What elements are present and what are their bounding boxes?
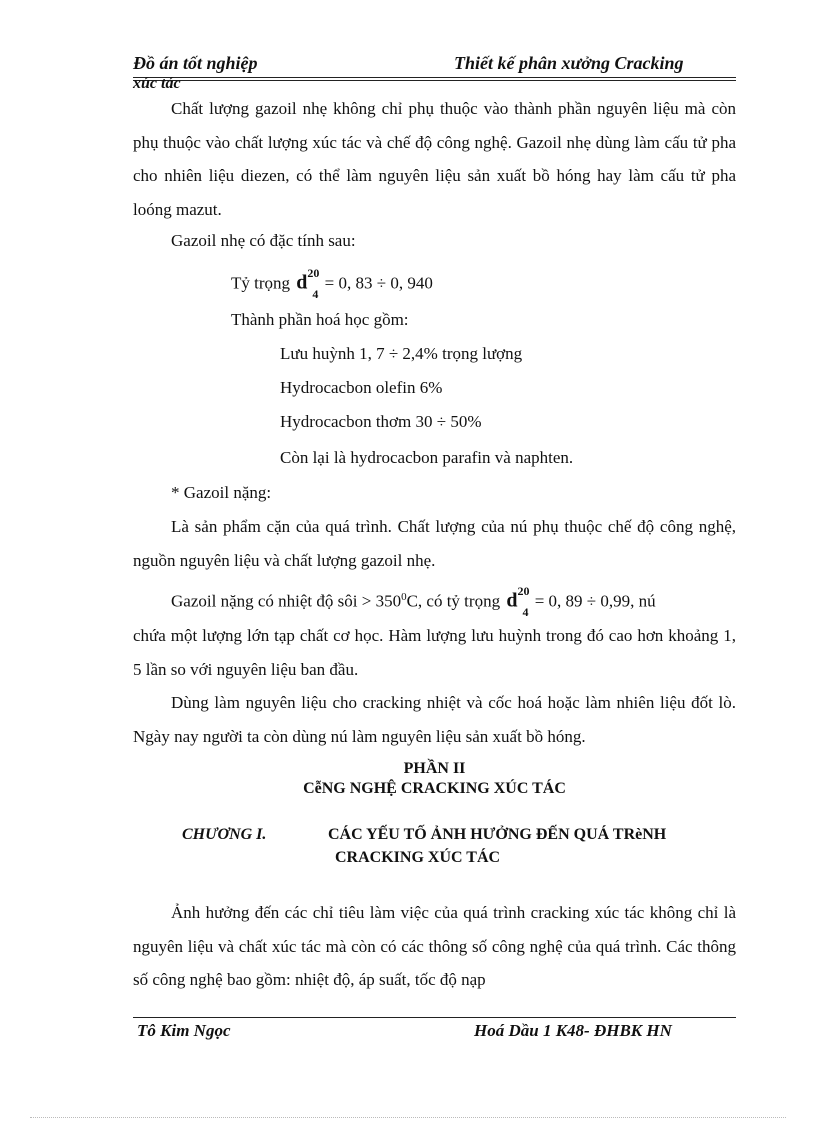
composition-label: Thành phần hoá học gồm: (231, 310, 409, 329)
paragraph-heavy-gazoil: Là sản phẩm cặn của quá trình. Chất lượng của nú phụ thuộc chế độ công nghệ, nguồn nguyên liệu và chất lượng gazoil nhẹ. (133, 517, 736, 570)
paragraph-parameters: Ảnh hưởng đến các chỉ tiêu làm việc của quá trình cracking xúc tác không chỉ là nguyên liệu và chất xúc tác mà còn có các thông số công nghệ của quá trình. Các thông số công nghệ bao gồm: nhiệt độ, áp suất, tốc độ nạp (133, 903, 736, 989)
composition-item: Lưu huỳnh 1, 7 ÷ 2,4% trọng lượng (280, 344, 523, 363)
density-line (231, 266, 433, 301)
composition-item: Hydrocacbon olefin 6% (280, 378, 443, 397)
chapter-label: CHƯƠNG I. (182, 826, 267, 843)
light-gazoil-properties-intro: Gazoil nhẹ có đặc tính sau: (171, 231, 356, 250)
header-continuation: xúc tác (133, 75, 181, 92)
density-symbol: $d^{20}_4$ (506, 584, 530, 619)
composition-item: Hydrocacbon thơm 30 ÷ 50% (280, 412, 482, 431)
part-subtitle: CễNG NGHỆ CRACKING XÚC TÁC (303, 780, 566, 797)
density-symbol: $d^{20}_4$ (296, 266, 320, 301)
footer-author: Tô Kim Ngọc (137, 1021, 231, 1040)
footer-class: Hoá Dầu 1 K48- ĐHBK HN (474, 1021, 672, 1040)
chapter-title-continued: CRACKING XÚC TÁC (335, 849, 501, 866)
part-title: PHẦN II (403, 760, 466, 777)
composition-item: Còn lại là hydrocacbon parafin và naphten. (280, 448, 574, 467)
degree-mark: 0 (401, 591, 407, 603)
density-range: = 0, 89 ÷ 0,99, nú (534, 591, 656, 611)
chapter-title: CÁC YẾU TỐ ẢNH HƯỞNG ĐẾN QUÁ TRèNH (328, 826, 667, 843)
density-value: = 0, 83 ÷ 0, 940 (324, 273, 433, 293)
boiling-text: Gazoil nặng có nhiệt độ sôi > 350 (171, 591, 402, 611)
density-text: C, có tỷ trọng (406, 591, 501, 611)
paragraph-light-gazoil: Chất lượng gazoil nhẹ không chỉ phụ thuộc vào thành phần nguyên liệu mà còn phụ thuộc vào chất lượng xúc tác và chế độ công nghệ. Gazoil nhẹ dùng làm cấu tử pha cho nhiên liệu diezen, có thể làm nguyên liệu sản xuất bồ hóng hay làm cấu tử pha loóng mazut. (133, 99, 736, 219)
paragraph-uses: Dùng làm nguyên liệu cho cracking nhiệt và cốc hoá hoặc làm nhiên liệu đốt lò. Ngày nay người ta còn dùng nú làm nguyên liệu sản xuất bồ hóng. (133, 693, 736, 746)
header-rule (133, 77, 736, 78)
header-right: Thiết kế phân xưởng Cracking (454, 53, 684, 73)
paragraph-heavy-gazoil-impurities: chứa một lượng lớn tạp chất cơ học. Hàm lượng lưu huỳnh trong đó cao hơn khoảng 1, 5 lần so với nguyên liệu ban đầu. (133, 626, 736, 679)
page-edge (30, 1117, 786, 1118)
header-rule-double (133, 80, 736, 81)
heavy-gazoil-heading: * Gazoil nặng: (171, 483, 272, 502)
density-label: Tỷ trọng (231, 273, 291, 293)
footer-rule (133, 1017, 736, 1018)
header-left: Đồ án tốt nghiệp (133, 53, 258, 73)
heavy-gazoil-boiling-line (171, 584, 656, 619)
